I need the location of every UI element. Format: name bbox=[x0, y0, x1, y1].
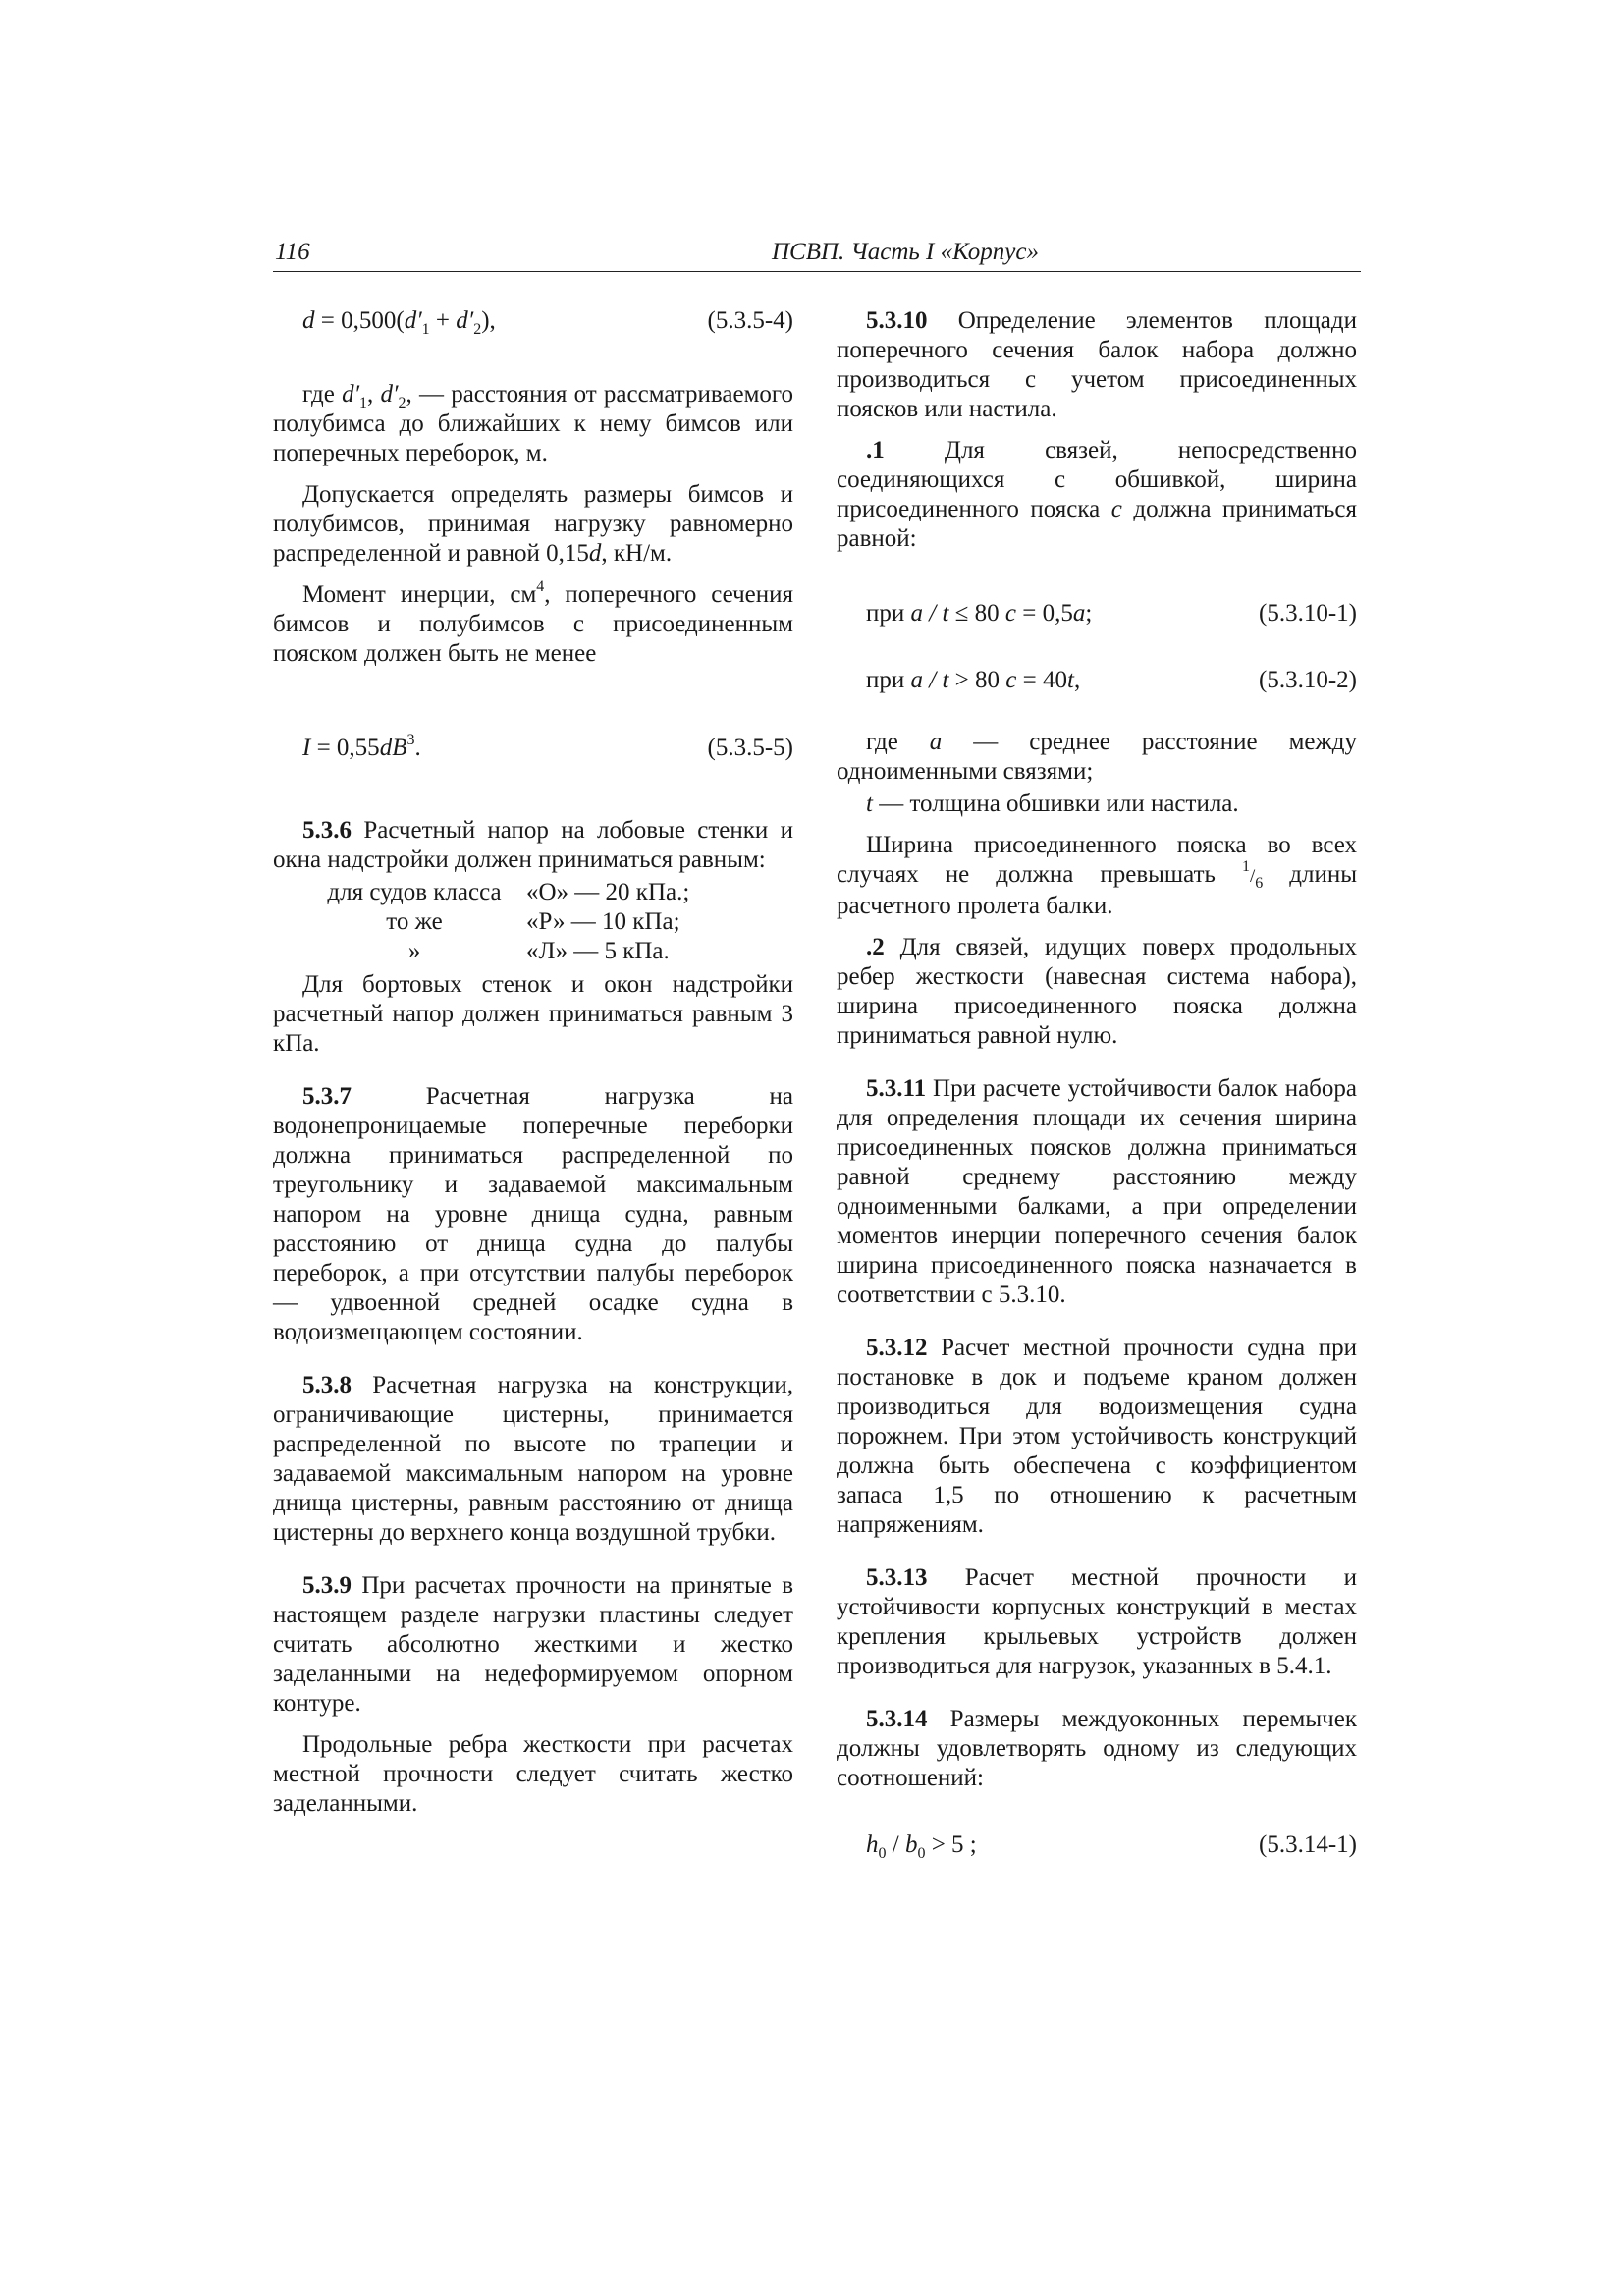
formula-5-3-10-2 bbox=[837, 666, 1357, 695]
formula-number: (5.3.14-1) bbox=[1259, 1831, 1357, 1858]
paragraph: Продольные ребра жесткости при расчетах местной прочности следует считать жестко заделанными. bbox=[273, 1731, 793, 1817]
paragraph: Ширина присоединенного пояска во всех случаях не должна превышать $^1/_6$ длины расчетного пролета балки. bbox=[837, 832, 1358, 919]
formula-5-3-5-5 bbox=[273, 734, 793, 763]
right-column bbox=[837, 306, 1357, 1860]
page-header bbox=[273, 239, 1361, 272]
item-1: .1 Для связей, непосредственно соединяющихся с обшивкой, ширина присоединенного пояска c должна приниматься равной: bbox=[837, 437, 1357, 552]
paragraph: t — толщина обшивки или настила. bbox=[866, 791, 1239, 817]
formula-number: (5.3.5-4) bbox=[707, 307, 793, 334]
formula-5-3-5-4 bbox=[273, 306, 793, 336]
table-row: » «Л» — 5 кПа. bbox=[407, 938, 670, 964]
formula-number: (5.3.10-1) bbox=[1259, 600, 1357, 627]
section-5-3-11: 5.3.11 При расчете устойчивости балок набора для определения площади их сечения ширина присоединенных поясков должна приниматься равной среднему расстоянию между одноименными балками, а при определении моментов инерции поперечного сечения балок ширина присоединенного пояска назначается в соответствии с 5.3.10. bbox=[837, 1075, 1357, 1308]
paragraph: Момент инерции, $см^4$, поперечного сечения бимсов и полубимсов с присоединенным пояском должен быть не менее bbox=[273, 578, 794, 667]
formula-expression: при a / t ≤ 80 c = 0,5a; bbox=[866, 600, 1093, 627]
paragraph: Допускается определять размеры бимсов и полубимсов, принимая нагрузку равномерно распределенной и равной 0,15d, кН/м. bbox=[273, 481, 793, 567]
section-5-3-12: 5.3.12 Расчет местной прочности судна при постановке в док и подъеме краном должен производиться для водоизмещения судна порожнем. При этом устойчивость конструкций должна быть обеспечена с коэффициентом запаса 1,5 по отношению к расчетным напряжениям. bbox=[837, 1335, 1357, 1538]
table-row: для судов класса «О» — 20 кПа.; bbox=[327, 879, 690, 905]
formula-expression: $I = 0,55dB^3$. bbox=[302, 732, 421, 761]
paragraph: где $d'_1$, $d'_2$, — расстояния от рассматриваемого полубимса до ближайших к нему бимсов или поперечных переборок, м. bbox=[273, 381, 794, 466]
formula-expression: $h_0 / b_0 > 5$ ; bbox=[866, 1831, 977, 1862]
section-5-3-6: 5.3.6 Расчетный напор на лобовые стенки и окна надстройки должен приниматься равным: bbox=[273, 817, 793, 873]
formula-5-3-10-1 bbox=[837, 599, 1357, 629]
formula-number: (5.3.10-2) bbox=[1259, 667, 1357, 693]
paragraph: где a — среднее расстояние между одноименными связями; bbox=[837, 729, 1357, 785]
formula-expression: $d = 0,500(d'_1 + d'_2)$, bbox=[302, 307, 496, 338]
class-pressure-table bbox=[302, 878, 689, 966]
section-5-3-7: 5.3.7 Расчетная нагрузка на водонепроницаемые поперечные переборки должна приниматься распределенной по треугольнику и задаваемой максимальным напором на уровне днища судна, равным расстоянию от днища судна до палубы переборок, а при отсутствии палубы переборок — удвоенной средней осадке судна в водоизмещающем состоянии. bbox=[273, 1083, 793, 1345]
section-5-3-13: 5.3.13 Расчет местной прочности и устойчивости корпусных конструкций в местах крепления крыльевых устройств должен производиться для нагрузок, указанных в 5.4.1. bbox=[837, 1564, 1357, 1679]
formula-number: (5.3.5-5) bbox=[707, 735, 793, 761]
formula-expression: при a / t > 80 c = 40t, bbox=[866, 667, 1081, 693]
left-column bbox=[273, 306, 793, 1819]
section-5-3-14: 5.3.14 Размеры междуоконных перемычек должны удовлетворять одному из следующих соотношений: bbox=[837, 1706, 1357, 1791]
fraction: $^1/_6$ bbox=[1241, 858, 1264, 892]
table-row: то же «Р» — 10 кПа; bbox=[386, 908, 680, 935]
section-5-3-8: 5.3.8 Расчетная нагрузка на конструкции, ограничивающие цистерны, принимается распределенной по высоте по трапеции и задаваемой максимальным напором на уровне днища цистерны, равным расстоянию от днища цистерны до верхнего конца воздушной трубки. bbox=[273, 1372, 793, 1546]
running-title: ПСВП. Часть I «Корпус» bbox=[772, 239, 1039, 265]
paragraph: Для бортовых стенок и окон надстройки расчетный напор должен приниматься равным 3 кПа. bbox=[273, 971, 793, 1057]
item-2: .2 Для связей, идущих поверх продольных ребер жесткости (навесная система набора), ширина присоединенного пояска должна приниматься равной нулю. bbox=[837, 934, 1357, 1049]
formula-5-3-14-1 bbox=[837, 1831, 1357, 1860]
section-5-3-9: 5.3.9 При расчетах прочности на принятые в настоящем разделе нагрузки пластины следует считать абсолютно жесткими и жестко заделанными на недеформируемом опорном контуре. bbox=[273, 1572, 793, 1717]
page-number: 116 bbox=[275, 239, 310, 265]
section-5-3-10: 5.3.10 Определение элементов площади поперечного сечения балок набора должно производиться с учетом присоединенных поясков или настила. bbox=[837, 307, 1357, 422]
